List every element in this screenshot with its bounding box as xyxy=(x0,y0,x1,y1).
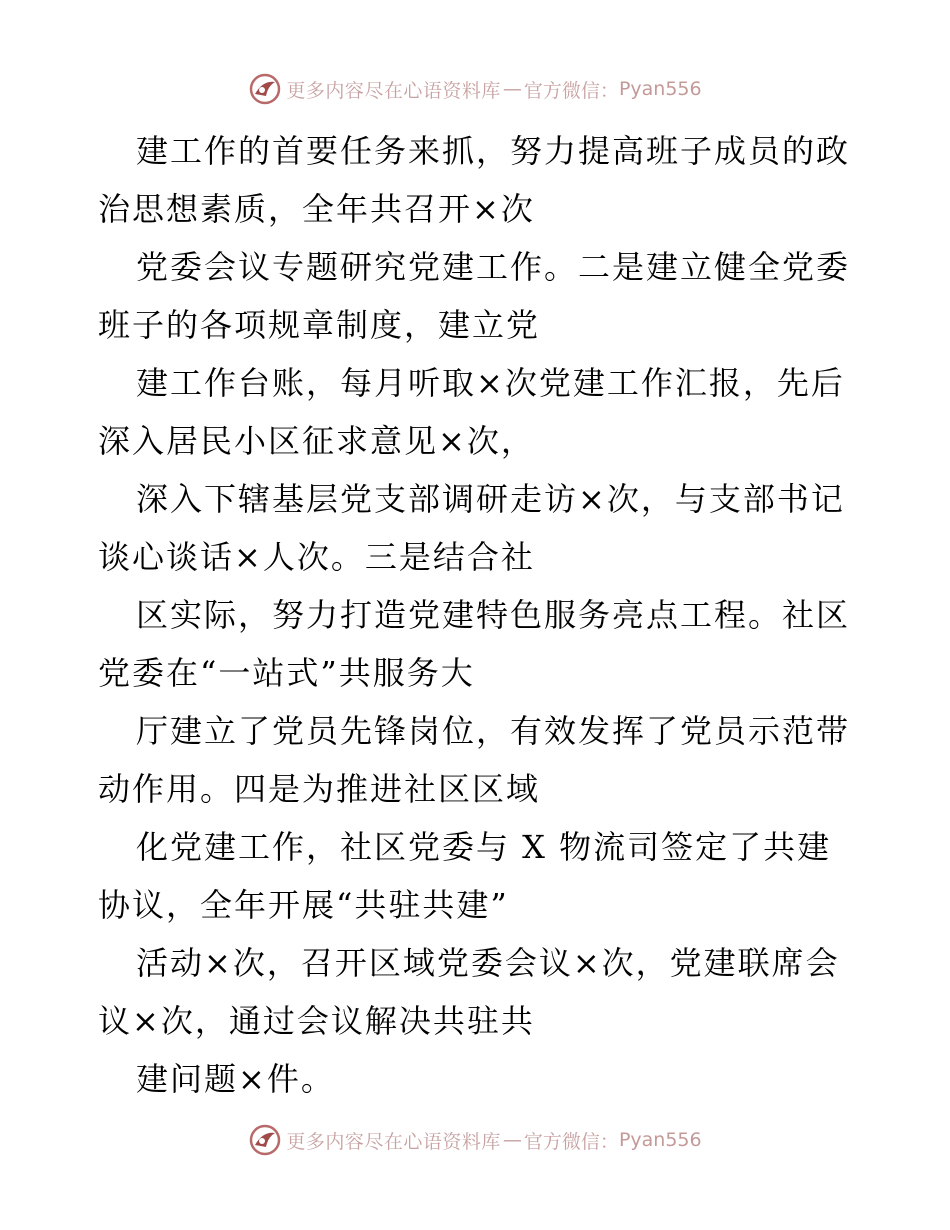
body-line: 深入下辖基层党支部调研走访×次，与支部书记 xyxy=(136,480,845,518)
body-line: 化党建工作，社区党委与 X 物流司签定了共建 xyxy=(136,828,832,866)
body-line: 动作用。四是为推进社区区域 xyxy=(98,770,541,808)
logo-icon xyxy=(248,72,282,106)
body-line: 党委会议专题研究党建工作。二是建立健全党委 xyxy=(136,248,851,286)
body-line: 班子的各项规章制度，建立党 xyxy=(98,306,541,344)
header-wechat-id: Pyan556 xyxy=(618,78,702,100)
body-line: 厅建立了党员先锋岗位，有效发挥了党员示范带 xyxy=(136,712,851,750)
footer-wechat-label: 官方微信： xyxy=(523,1130,619,1153)
body-line: 议×次，通过会议解决共驻共 xyxy=(98,1002,535,1040)
body-line: 协议，全年开展“共驻共建” xyxy=(98,886,509,924)
body-line: 治思想素质，全年共召开×次 xyxy=(98,190,535,228)
document-body xyxy=(98,122,858,1108)
footer-dash: — xyxy=(502,1129,522,1151)
footer-banner xyxy=(0,1123,950,1157)
body-line: 建工作的首要任务来抓，努力提高班子成员的政 xyxy=(136,132,851,170)
body-line: 区实际，努力打造党建特色服务亮点工程。社区 xyxy=(136,596,851,634)
body-line: 党委在“一站式”共服务大 xyxy=(98,654,475,692)
body-line: 建工作台账，每月听取×次党建工作汇报，先后 xyxy=(136,364,845,402)
header-banner xyxy=(0,72,950,106)
body-line: 谈心谈话×人次。三是结合社 xyxy=(98,538,535,576)
logo-icon xyxy=(248,1123,282,1157)
footer-brand-text: 更多内容尽在心语资料库 xyxy=(286,1130,501,1153)
header-dash: — xyxy=(502,78,522,100)
body-line: 建问题×件。 xyxy=(136,1060,335,1098)
footer-wechat-id: Pyan556 xyxy=(618,1129,702,1151)
body-line: 深入居民小区征求意见×次， xyxy=(98,422,535,460)
header-wechat-label: 官方微信： xyxy=(523,79,619,102)
body-line: 活动×次，召开区域党委会议×次，党建联席会 xyxy=(136,944,840,982)
header-brand-text: 更多内容尽在心语资料库 xyxy=(286,79,501,102)
